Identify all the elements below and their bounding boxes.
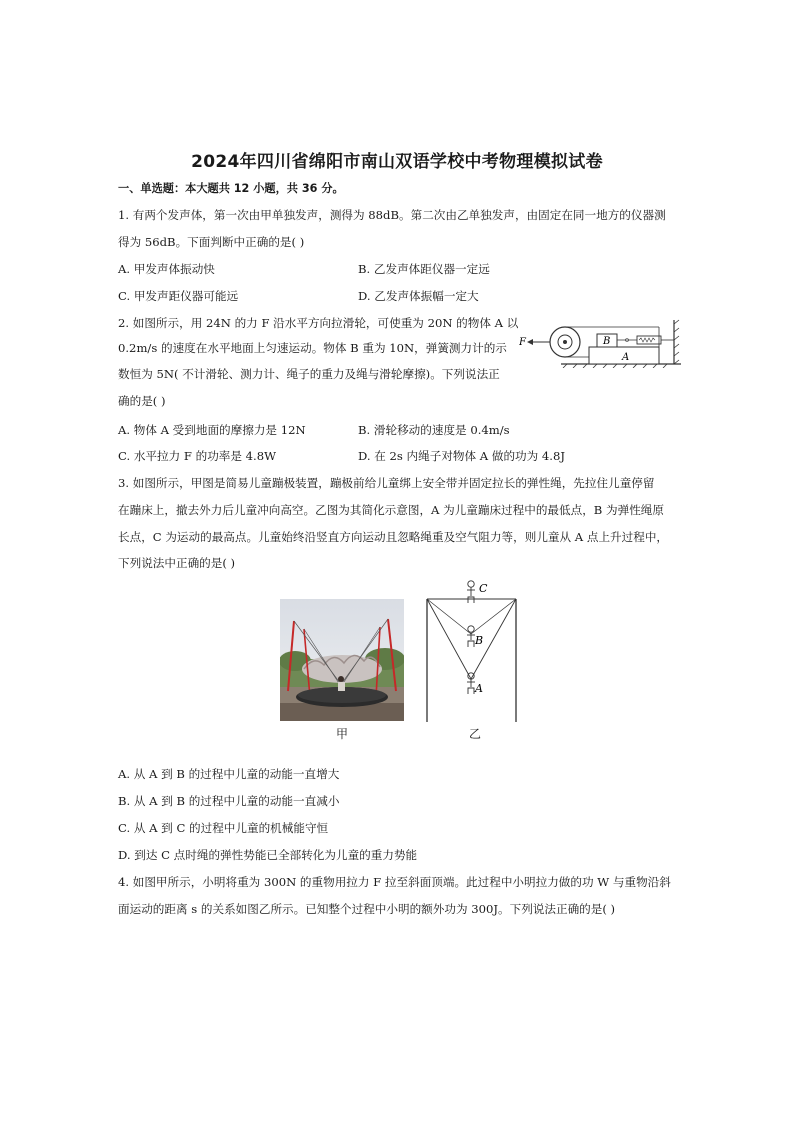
ground-hatching: [563, 364, 667, 368]
child-figure-c: [467, 581, 475, 603]
q2-option-b: B. 滑轮移动的速度是 0.4m/s: [358, 423, 510, 437]
q3-option-c: C. 从 A 到 C 的过程中儿童的机械能守恒: [118, 821, 329, 835]
q2-stem-line-2: 0.2m/s 的速度在水平地面上匀速运动。物体 B 重为 10N，弹簧测力计的示: [118, 341, 507, 355]
q3-option-d: D. 到达 C 点时绳的弹性势能已全部转化为儿童的重力势能: [118, 848, 418, 862]
point-a-label: A: [475, 682, 483, 695]
q1-stem-line-2: 得为 56dB。下面判断中正确的是( ): [118, 235, 305, 249]
child-figure-a: [467, 673, 475, 694]
q2-stem-line-1: 2. 如图所示，用 24N 的力 F 沿水平方向拉滑轮，可使重为 20N 的物体 A 以: [118, 316, 519, 330]
point-c-label: C: [479, 582, 488, 595]
q3-option-a: A. 从 A 到 B 的过程中儿童的动能一直增大: [118, 767, 340, 781]
wall-hatching: [674, 320, 679, 364]
block-a-label: A: [622, 352, 630, 363]
q2-option-a: A. 物体 A 受到地面的摩擦力是 12N: [118, 423, 306, 437]
point-b-label: B: [475, 634, 484, 647]
q2-option-d: D. 在 2s 内绳子对物体 A 做的功为 4.8J: [358, 449, 565, 463]
pulley-diagram: [519, 318, 683, 368]
force-label: F: [519, 337, 526, 348]
q3-stem-line-3: 长点，C 为运动的最高点。儿童始终沿竖直方向运动且忽略绳重及空气阻力等，则儿童从 A 点上升过程中，: [118, 530, 669, 544]
q3-stem-line-2: 在蹦床上，撤去外力后儿童冲向高空。乙图为其简化示意图，A 为儿童蹦床过程中的最低点，B 为弹性绳原: [118, 503, 664, 517]
q2-stem-line-3: 数恒为 5N( 不计滑轮、测力计、绳子的重力及绳与滑轮摩擦)。下列说法正: [118, 367, 500, 381]
block-b-label: B: [603, 336, 611, 347]
q1-option-c: C. 甲发声距仪器可能远: [118, 289, 239, 303]
spring-scale: [637, 336, 661, 344]
q1-stem-line-1: 1. 有两个发声体，第一次由甲单独发声，测得为 88dB。第二次由乙单独发声，由固定在同一地方的仪器测: [118, 208, 666, 222]
bungee-photo: [280, 599, 404, 721]
q3-stem-line-1: 3. 如图所示，甲图是简易儿童蹦极装置，蹦极前给儿童绑上安全带并固定拉长的弹性绳，先拉住儿童停留: [118, 476, 655, 490]
q3-option-b: B. 从 A 到 B 的过程中儿童的动能一直减小: [118, 794, 340, 808]
child-figure-b: [467, 626, 475, 647]
section-heading-single-choice: 一、单选题：本大题共 12 小题，共 36 分。: [118, 182, 344, 195]
q1-option-a: A. 甲发声体振动快: [118, 262, 215, 276]
photo-caption-jia: 甲: [336, 727, 349, 741]
exam-title: 2024年四川省绵阳市南山双语学校中考物理模拟试卷: [191, 152, 603, 172]
q1-option-b: B. 乙发声体距仪器一定远: [358, 262, 490, 276]
schematic-caption-yi: 乙: [469, 727, 482, 741]
q4-stem-line-1: 4. 如图甲所示，小明将重为 300N 的重物用拉力 F 拉至斜面顶端。此过程中小明拉力做的功 W 与重物沿斜: [118, 875, 671, 889]
q1-option-d: D. 乙发声体振幅一定大: [358, 289, 479, 303]
q2-stem-line-4: 确的是( ): [118, 394, 166, 408]
q3-stem-line-4: 下列说法中正确的是( ): [118, 556, 236, 570]
q2-option-c: C. 水平拉力 F 的功率是 4.8W: [118, 449, 277, 463]
bungee-schematic: [424, 577, 520, 723]
q4-stem-line-2: 面运动的距离 s 的关系如图乙所示。已知整个过程中小明的额外功为 300J。下列说法正确的是( ): [118, 902, 616, 916]
